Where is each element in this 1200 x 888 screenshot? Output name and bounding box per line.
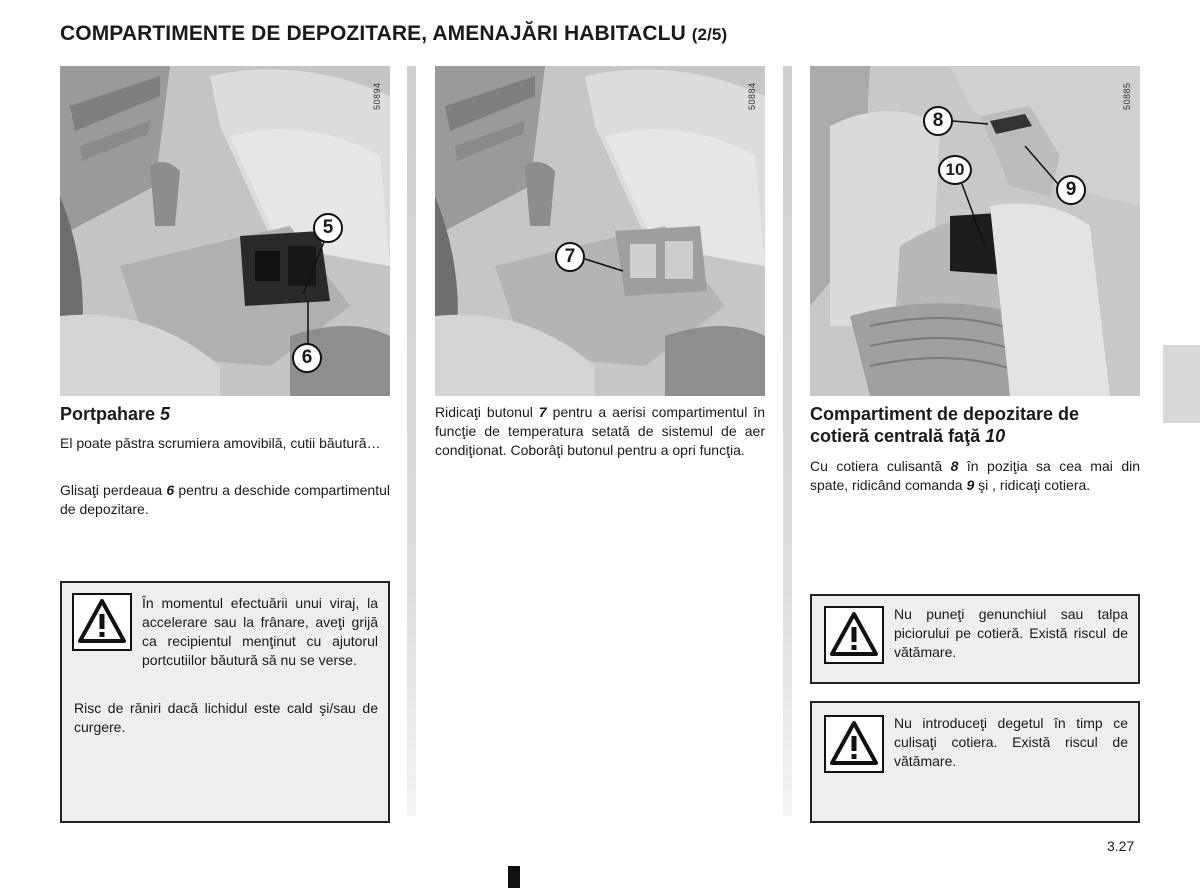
callout-7: 7: [555, 242, 585, 272]
callout-9: 9: [1056, 175, 1086, 205]
column-divider: [783, 66, 792, 816]
page-title-main: COMPARTIMENTE DE DEPOZITARE, AMENAJĂRI HABITACLU: [60, 22, 686, 45]
warning-text: În momentul efectuării unui viraj, la accelerare sau la frânare, aveţi grijă ca recipientul menţinut cu ajutorul portcutiilor băutură să nu se verse.: [142, 595, 378, 668]
callout-8: 8: [923, 106, 953, 136]
photo-ventilation-button: [435, 66, 765, 396]
photo-ref-number: 50894: [372, 82, 382, 110]
page-title-part: (2/5): [691, 25, 728, 44]
photo-cupholder: [60, 66, 390, 396]
inline-ref-number: 7: [538, 404, 547, 420]
warning-box: [60, 581, 390, 823]
page-title: [60, 22, 727, 46]
warning-text: Risc de răniri dacă lichidul este cald şi/sau de curgere.: [74, 700, 378, 735]
callout-5: 5: [313, 213, 343, 243]
paragraph: Cu cotiera culisantă 8 în poziţia sa cea mai din spate, ridicând comanda 9 şi , ridicaţi cotiera.: [810, 458, 1141, 493]
warning-text: Nu introduceţi degetul în timp ce culisaţi cotiera. Există riscul de vătămare.: [894, 715, 1128, 769]
paragraph: Ridicaţi butonul 7 pentru a aerisi compartimentul în funcţie de temperatura setată de sistemul de aer condiţionat. Coborâţi butonul pentru a opri funcţia.: [435, 404, 766, 458]
paragraph: El poate păstra scrumiera amovibilă, cutii băutură…: [60, 435, 381, 451]
photo-armrest-storage: [810, 66, 1140, 396]
section-heading-armrest: Compartiment de depozitare de cotieră centrală faţă 10: [810, 404, 1080, 446]
warning-box: [810, 594, 1140, 684]
warning-triangle-icon: [824, 606, 884, 664]
warning-text: Nu puneţi genunchiul sau talpa piciorului pe cotieră. Există riscul de vătămare.: [894, 606, 1128, 660]
photo-ref-number: 50884: [747, 82, 757, 110]
callout-6: 6: [292, 343, 322, 373]
inline-ref-number: 8: [950, 458, 959, 474]
warning-triangle-icon: [72, 593, 132, 651]
column-divider: [407, 66, 416, 816]
heading-ref-number: 5: [160, 404, 171, 424]
page-number: 3.27: [1107, 838, 1135, 854]
inline-ref-number: 6: [166, 482, 175, 498]
section-heading-cupholder: Portpahare 5: [60, 404, 171, 424]
inline-ref-number: 9: [966, 477, 975, 493]
print-crop-mark: [508, 866, 520, 888]
photo-ref-number: 50885: [1122, 82, 1132, 110]
warning-box: [810, 701, 1140, 823]
chapter-tab: [1163, 345, 1200, 423]
warning-triangle-icon: [824, 715, 884, 773]
callout-10: 10: [938, 155, 972, 185]
heading-ref-number: 10: [985, 426, 1006, 446]
paragraph: Glisaţi perdeaua 6 pentru a deschide compartimentul de depozitare.: [60, 482, 391, 517]
